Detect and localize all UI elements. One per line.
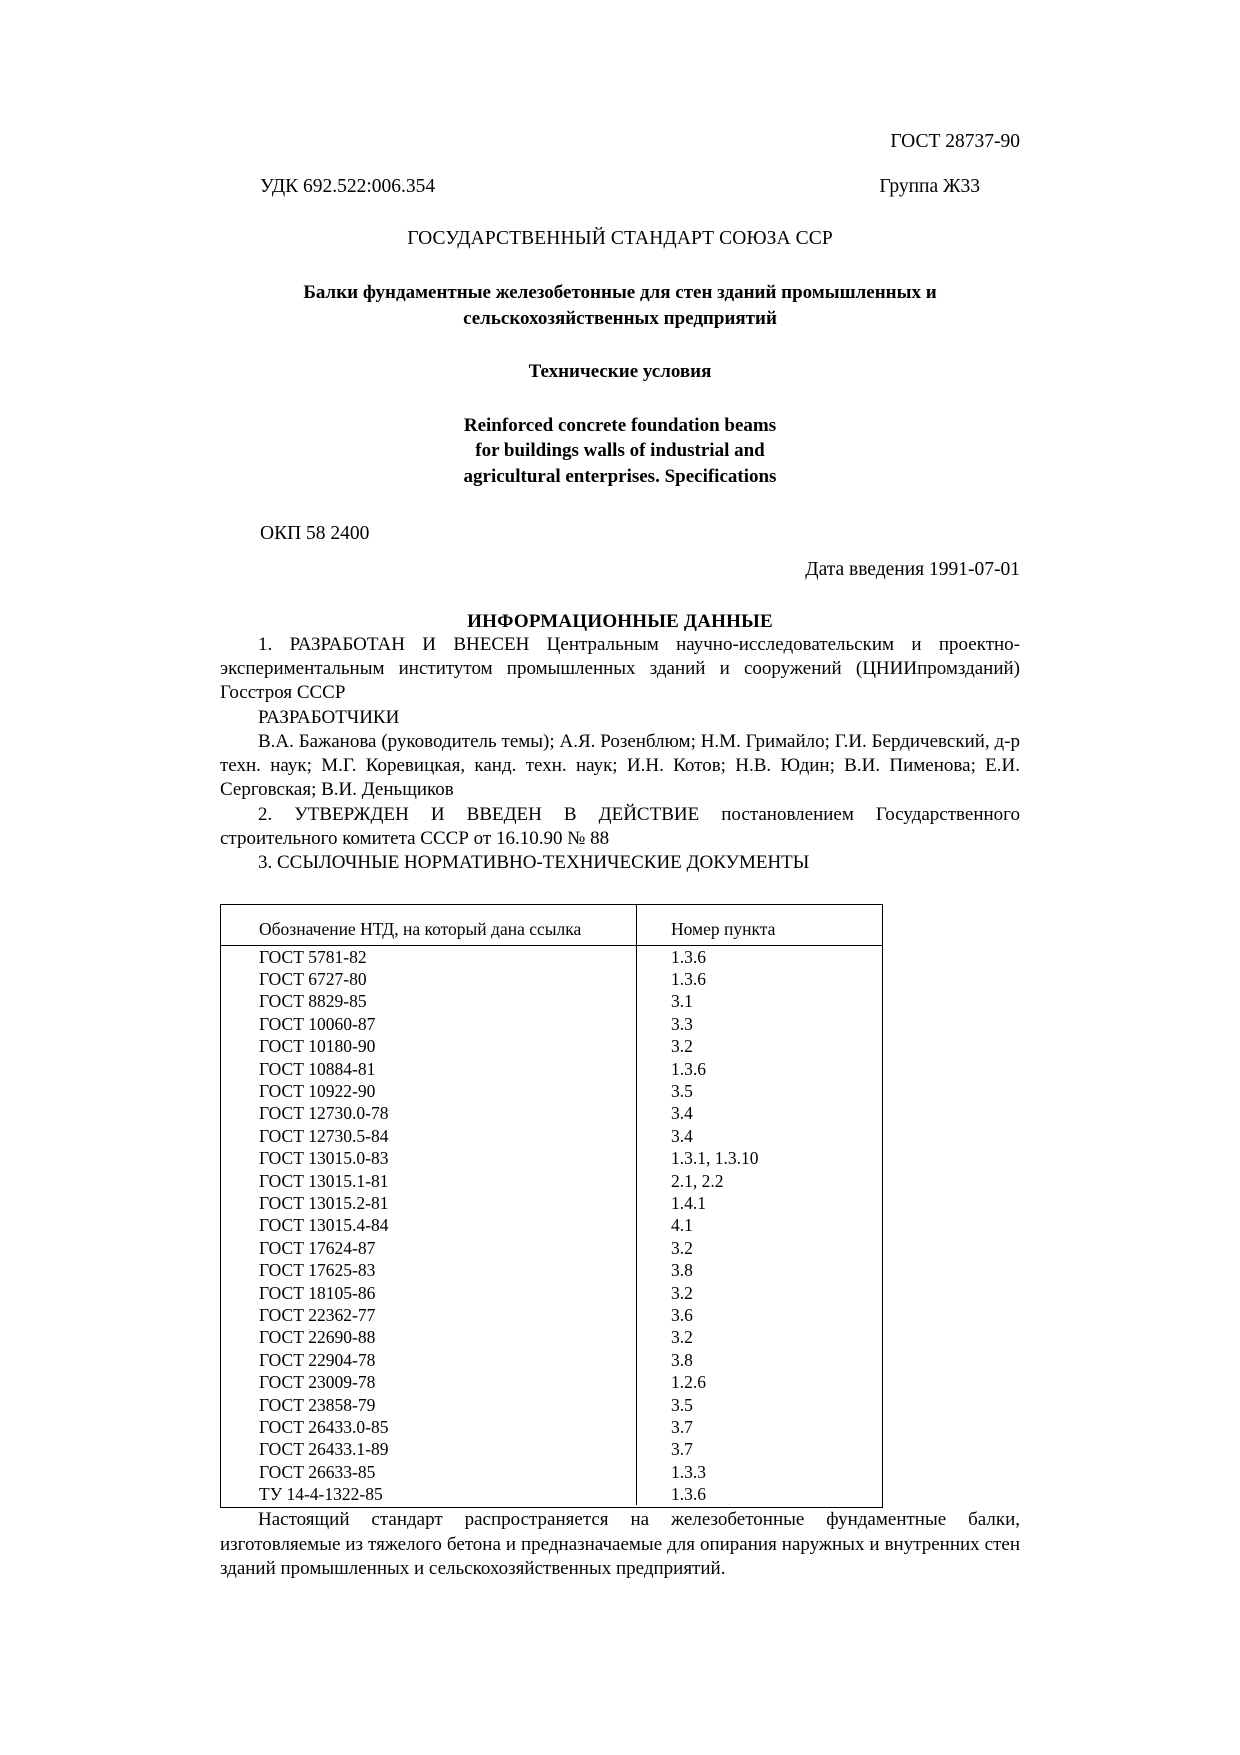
table-frame: [220, 904, 883, 1509]
table-row: [221, 1438, 882, 1460]
table-cell-item-number: 1.4.1: [671, 1193, 706, 1213]
table-cell-document: ГОСТ 17625-83: [221, 1259, 637, 1281]
table-row: [221, 1147, 882, 1169]
table-cell-item-number: 1.3.6: [671, 969, 706, 990]
closing-paragraph: Настоящий стандарт распространяется на железобетонные фундаментные балки, изготовляемые из тяжелого бетона и предназначаемые для опирания наружных и внутренних стен зданий промышленных и сельскохозяйственных предприятий.: [220, 1509, 1020, 1580]
table-cell-document: ГОСТ 13015.2-81: [221, 1192, 637, 1214]
information-data-heading: ИНФОРМАЦИОННЫЕ ДАННЫЕ: [467, 610, 773, 632]
table-cell-item-number: 3.5: [671, 1394, 693, 1415]
group-code: Группа Ж33: [879, 176, 980, 198]
table-cell-document: ГОСТ 23858-79: [221, 1394, 637, 1416]
developers-label: РАЗРАБОТЧИКИ: [258, 706, 400, 728]
table-row: [221, 1483, 882, 1505]
table-row: [221, 1125, 882, 1147]
title-english: [220, 413, 1020, 490]
table-cell-document: ГОСТ 26633-85: [221, 1461, 637, 1483]
table-cell-document: ТУ 14-4-1322-85: [221, 1483, 637, 1505]
table-row: [221, 1214, 882, 1236]
table-cell-document: ГОСТ 17624-87: [221, 1237, 637, 1259]
table-cell-document: ГОСТ 8829-85: [221, 990, 637, 1012]
table-cell-item-number: 3.4: [671, 1125, 693, 1146]
table-cell-item-number: 1.2.6: [671, 1372, 706, 1393]
table-cell-item-number: 3.6: [671, 1304, 693, 1325]
document-code: ГОСТ 28737-90: [890, 131, 1020, 152]
table-cell-document: ГОСТ 26433.0-85: [221, 1416, 637, 1438]
reference-documents-table: [220, 904, 1020, 1509]
table-cell-document: ГОСТ 13015.0-83: [221, 1147, 637, 1169]
title-english-line1: Reinforced concrete foundation beams: [463, 414, 777, 436]
table-cell-item-number: 3.2: [671, 1327, 693, 1348]
table-cell-item-number: 2.1, 2.2: [671, 1170, 724, 1191]
table-cell-document: ГОСТ 22904-78: [221, 1349, 637, 1371]
table-cell-document: ГОСТ 18105-86: [221, 1282, 637, 1304]
table-header-item-number: Номер пункта: [671, 918, 776, 939]
table-header-row: [221, 905, 882, 946]
table-cell-document: ГОСТ 10884-81: [221, 1058, 637, 1080]
table-row: [221, 968, 882, 990]
table-cell-item-number: 1.3.6: [671, 1058, 706, 1079]
info-item-2: 2. УТВЕРЖДЕН И ВВЕДЕН В ДЕЙСТВИЕ постановлением Государственного строительного комитета СССР от 16.10.90 № 88: [220, 803, 1020, 850]
table-row: [221, 1035, 882, 1057]
table-cell-item-number: 3.7: [671, 1416, 693, 1437]
info-item-3-heading: 3. ССЫЛОЧНЫЕ НОРМАТИВНО-ТЕХНИЧЕСКИЕ ДОКУМЕНТЫ: [258, 852, 810, 874]
table-cell-document: ГОСТ 23009-78: [221, 1371, 637, 1393]
table-cell-document: ГОСТ 12730.5-84: [221, 1125, 637, 1147]
table-cell-item-number: 1.3.6: [671, 1484, 706, 1505]
standard-name: ГОСУДАРСТВЕННЫЙ СТАНДАРТ СОЮЗА ССР: [407, 228, 833, 250]
table-cell-document: ГОСТ 26433.1-89: [221, 1438, 637, 1460]
table-cell-item-number: 3.7: [671, 1439, 693, 1460]
udk-code: УДК 692.522:006.354: [260, 176, 436, 198]
title-english-line3: agricultural enterprises. Specifications: [463, 465, 777, 487]
table-row: [221, 1013, 882, 1035]
subtitle-specifications: Технические условия: [528, 360, 712, 382]
table-cell-document: ГОСТ 22690-88: [221, 1326, 637, 1348]
table-row: [221, 1461, 882, 1483]
table-cell-document: ГОСТ 22362-77: [221, 1304, 637, 1326]
table-cell-item-number: 3.2: [671, 1282, 693, 1303]
table-cell-document: ГОСТ 10180-90: [221, 1035, 637, 1057]
table-row: [221, 1371, 882, 1393]
table-cell-item-number: 3.1: [671, 991, 693, 1012]
table-cell-item-number: 3.8: [671, 1349, 693, 1370]
table-row: [221, 1326, 882, 1348]
page-title: Балки фундаментные железобетонные для стен зданий промышленных и сельскохозяйственных предприятий: [303, 282, 937, 330]
table-cell-item-number: 1.3.1, 1.3.10: [671, 1148, 759, 1169]
table-cell-item-number: 3.3: [671, 1013, 693, 1034]
table-row: [221, 946, 882, 968]
table-row: [221, 1237, 882, 1259]
table-cell-item-number: 4.1: [671, 1215, 693, 1236]
table-cell-item-number: 3.4: [671, 1103, 693, 1124]
info-item-1: 1. РАЗРАБОТАН И ВНЕСЕН Центральным научно-исследовательским и проектно-экспериментальным институтом промышленных зданий и сооружений (ЦНИИпромзданий) Госстроя СССР: [220, 633, 1020, 704]
table-cell-item-number: 3.5: [671, 1081, 693, 1102]
table-cell-document: ГОСТ 10060-87: [221, 1013, 637, 1035]
table-cell-item-number: 3.2: [671, 1036, 693, 1057]
table-cell-document: ГОСТ 13015.4-84: [221, 1214, 637, 1236]
table-row: [221, 1349, 882, 1371]
table-cell-document: ГОСТ 13015.1-81: [221, 1170, 637, 1192]
introduction-date: Дата введения 1991-07-01: [805, 558, 1020, 580]
table-row: [221, 1102, 882, 1124]
table-cell-item-number: 3.8: [671, 1260, 693, 1281]
table-header-document: Обозначение НТД, на который дана ссылка: [221, 905, 637, 945]
developers-list: В.А. Бажанова (руководитель темы); А.Я. Розенблюм; Н.М. Гримайло; Г.И. Бердичевский, д-р техн. наук; М.Г. Коревицкая, канд. техн. наук; И.Н. Котов; Н.В. Юдин; В.И. Пименова; Е.И. Серговская; В.И. Деньщиков: [220, 730, 1020, 801]
table-cell-document: ГОСТ 12730.0-78: [221, 1102, 637, 1124]
table-cell-document: ГОСТ 5781-82: [221, 946, 637, 968]
udk-group-row: [220, 176, 1020, 198]
table-row: [221, 990, 882, 1012]
table-cell-item-number: 3.2: [671, 1237, 693, 1258]
table-row: [221, 1080, 882, 1102]
table-row: [221, 1058, 882, 1080]
table-row: [221, 1282, 882, 1304]
table-row: [221, 1259, 882, 1281]
table-row: [221, 1416, 882, 1438]
table-row: [221, 1192, 882, 1214]
table-cell-document: ГОСТ 10922-90: [221, 1080, 637, 1102]
table-cell-item-number: 1.3.3: [671, 1461, 706, 1482]
table-row: [221, 1170, 882, 1192]
table-row: [221, 1394, 882, 1416]
page-content: [220, 130, 1020, 1581]
table-cell-item-number: 1.3.6: [671, 946, 706, 967]
okp-code: ОКП 58 2400: [260, 522, 370, 544]
title-english-line2: for buildings walls of industrial and: [475, 440, 765, 462]
table-cell-document: ГОСТ 6727-80: [221, 968, 637, 990]
table-row: [221, 1304, 882, 1326]
table-body: [221, 946, 882, 1508]
